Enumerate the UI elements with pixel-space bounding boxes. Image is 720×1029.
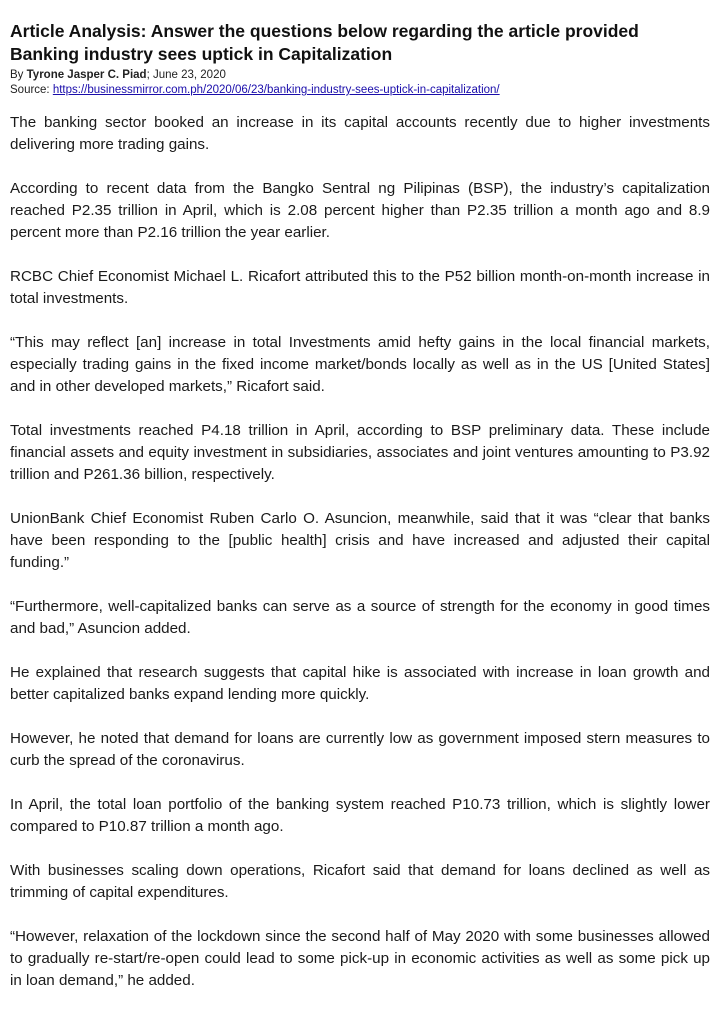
article-title: Banking industry sees uptick in Capitalization [10,44,393,64]
article-paragraph: Total investments reached P4.18 trillion in April, according to BSP preliminary data. These include financial assets and equity investment in subsidiaries, associates and joint ventures amounting to P3.92 trillion and P261.36 billion, respectively. [10,422,710,483]
article-paragraph: UnionBank Chief Economist Ruben Carlo O. Asuncion, meanwhile, said that it was “clear that banks have been responding to the [public health] crisis and have increased and adjusted their capital funding.” [10,510,710,571]
article-body [10,112,710,992]
publish-date: ; June 23, 2020 [146,69,226,81]
source-link[interactable]: https://businessmirror.com.ph/2020/06/23/banking-industry-sees-uptick-in-capitalization/ [52,84,500,96]
byline-prefix: By [10,69,27,81]
article-paragraph: He explained that research suggests that capital hike is associated with increase in loan growth and better capitalized banks expand lending more quickly. [10,664,710,703]
source-label: Source: [10,84,53,96]
article-paragraph: “Furthermore, well-capitalized banks can serve as a source of strength for the economy in good times and bad,” Asuncion added. [10,598,710,637]
byline [10,68,710,83]
article-paragraph: The banking sector booked an increase in its capital accounts recently due to higher investments delivering more trading gains. [10,114,710,153]
source-line [10,83,710,98]
assignment-instruction: Article Analysis: Answer the questions below regarding the article provided [10,21,639,41]
article-paragraph: However, he noted that demand for loans are currently low as government imposed stern measures to curb the spread of the coronavirus. [10,730,710,769]
article-paragraph: According to recent data from the Bangko Sentral ng Pilipinas (BSP), the industry’s capitalization reached P2.35 trillion in April, which is 2.08 percent higher than P2.35 trillion a month ago and 8.9 percent more than P2.16 trillion the year earlier. [10,180,710,241]
article-paragraph: “This may reflect [an] increase in total Investments amid hefty gains in the local financial markets, especially trading gains in the fixed income market/bonds locally as well as in the US [United States] and in other developed markets,” Ricafort said. [10,334,710,395]
article-paragraph: With businesses scaling down operations, Ricafort said that demand for loans declined as well as trimming of capital expenditures. [10,862,710,901]
article-paragraph: In April, the total loan portfolio of the banking system reached P10.73 trillion, which is slightly lower compared to P10.87 trillion a month ago. [10,796,710,835]
article-paragraph: RCBC Chief Economist Michael L. Ricafort attributed this to the P52 billion month-on-month increase in total investments. [10,268,710,307]
article-paragraph: “However, relaxation of the lockdown since the second half of May 2020 with some businesses allowed to gradually re-start/re-open could lead to some pick-up in economic activities as well as some pick up in loan demand,” he added. [10,928,710,989]
author-name: Tyrone Jasper C. Piad [26,69,147,81]
